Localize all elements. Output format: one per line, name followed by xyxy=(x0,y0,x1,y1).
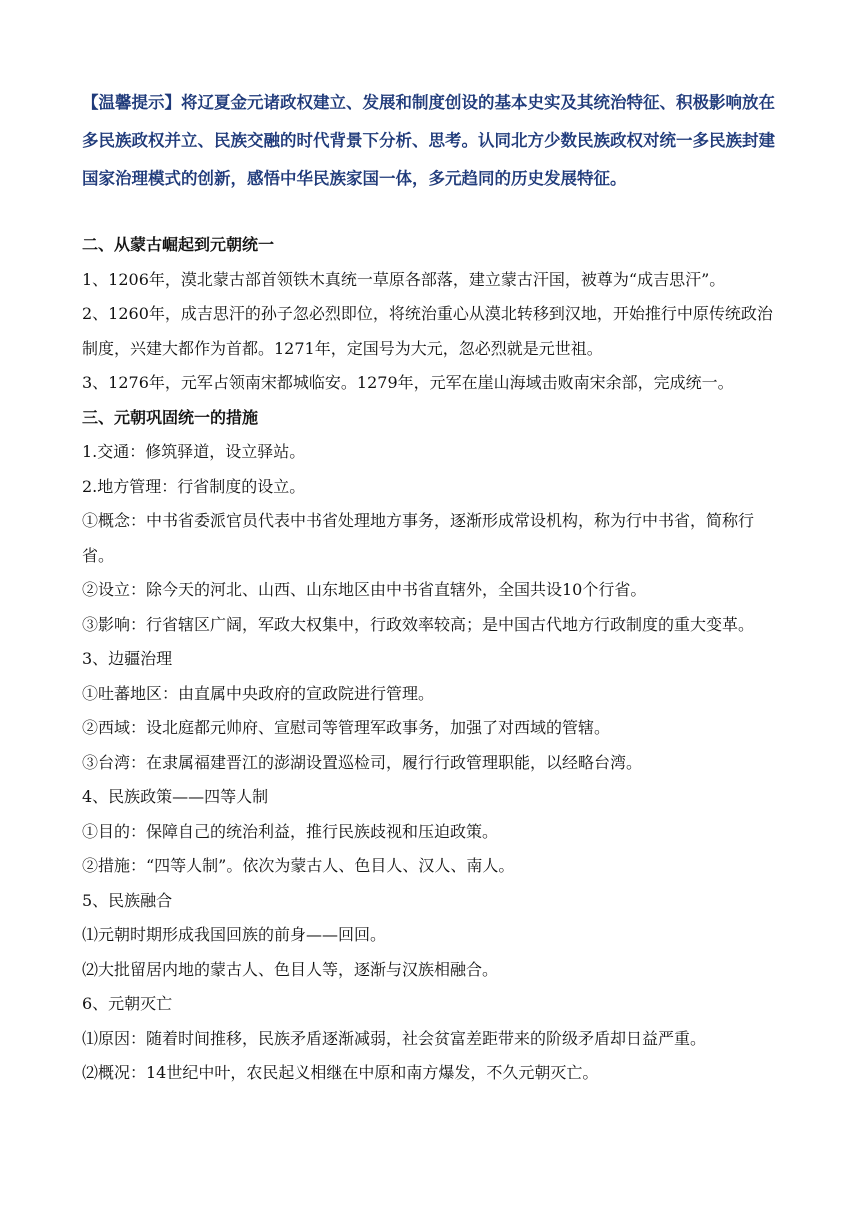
section-heading-3: 三、元朝巩固统一的措施 xyxy=(82,407,259,427)
section3-item-taiwan: ③台湾：在隶属福建晋江的澎湖设置巡检司，履行行政管理职能，以经略台湾。 xyxy=(82,752,643,772)
document-page xyxy=(82,84,782,1091)
section3-item-local-admin: 2.地方管理：行省制度的设立。 xyxy=(82,476,306,496)
section3-item-huihui: ⑴元朝时期形成我国回族的前身——回回。 xyxy=(82,925,387,944)
tip-text: 将辽夏金元诸政权建立、发展和制度创设的基本史实及其统治特征、积极影响放在多民族政权并立、民族交融的时代背景下分析、思考。认同北方少数民族政权对统一多民族封建国家治理模式的创新，感悟中华民族家国一体，多元趋同的历史发展特征。 xyxy=(82,93,775,188)
section-heading-2: 二、从蒙古崛起到元朝统一 xyxy=(82,235,275,254)
section3-item-fusion: 5、民族融合 xyxy=(82,890,173,910)
section3-item-impact: ③影响：行省辖区广阔，军政大权集中，行政效率较高；是中国古代地方行政制度的重大变革。 xyxy=(82,614,755,634)
tip-label: 【温馨提示】 xyxy=(82,93,181,112)
section3-item-transport: 1.交通：修筑驿道，设立驿站。 xyxy=(82,442,306,461)
section2-item-3: 3、1276年，元军占领南宋都城临安。1279年，元军在崖山海域击败南宋余部，完成统一。 xyxy=(82,373,734,392)
section2-item-1: 1、1206年，漠北蒙古部首领铁木真统一草原各部落，建立蒙古汗国，被尊为“成吉思汗”。 xyxy=(82,269,726,289)
section3-item-establish: ②设立：除今天的河北、山西、山东地区由中书省直辖外，全国共设10个行省。 xyxy=(82,580,647,599)
section3-item-purpose: ①目的：保障自己的统治利益，推行民族歧视和压迫政策。 xyxy=(82,821,499,841)
section3-item-merge: ⑵大批留居内地的蒙古人、色目人等，逐渐与汉族相融合。 xyxy=(82,959,499,979)
section3-item-tibet: ①吐蕃地区：由直属中央政府的宣政院进行管理。 xyxy=(82,683,435,703)
section3-item-cause: ⑴原因：随着时间推移，民族矛盾逐渐减弱，社会贫富差距带来的阶级矛盾却日益严重。 xyxy=(82,1028,707,1048)
section2-item-2: 2、1260年，成吉思汗的孙子忽必烈即位，将统治重心从漠北转移到汉地，开始推行中原传统政治制度，兴建大都作为首都。1271年，定国号为大元，忽必烈就是元世祖。 xyxy=(82,304,773,358)
section3-item-measures: ②措施：“四等人制”。依次为蒙古人、色目人、汉人、南人。 xyxy=(82,856,515,875)
spacer xyxy=(82,198,782,228)
section3-item-concept: ①概念：中书省委派官员代表中书省处理地方事务，逐渐形成常设机构，称为行中书省，简称行省。 xyxy=(82,511,755,565)
section3-item-overview: ⑵概况：14世纪中叶，农民起义相继在中原和南方爆发，不久元朝灭亡。 xyxy=(82,1063,599,1082)
section3-item-western-regions: ②西域：设北庭都元帅府、宣慰司等管理军政事务，加强了对西域的管辖。 xyxy=(82,718,611,737)
tip-paragraph xyxy=(82,84,782,198)
section3-item-frontier: 3、边疆治理 xyxy=(82,649,173,668)
section3-item-ethnic-policy: 4、民族政策——四等人制 xyxy=(82,787,269,806)
section3-item-fall: 6、元朝灭亡 xyxy=(82,994,173,1013)
